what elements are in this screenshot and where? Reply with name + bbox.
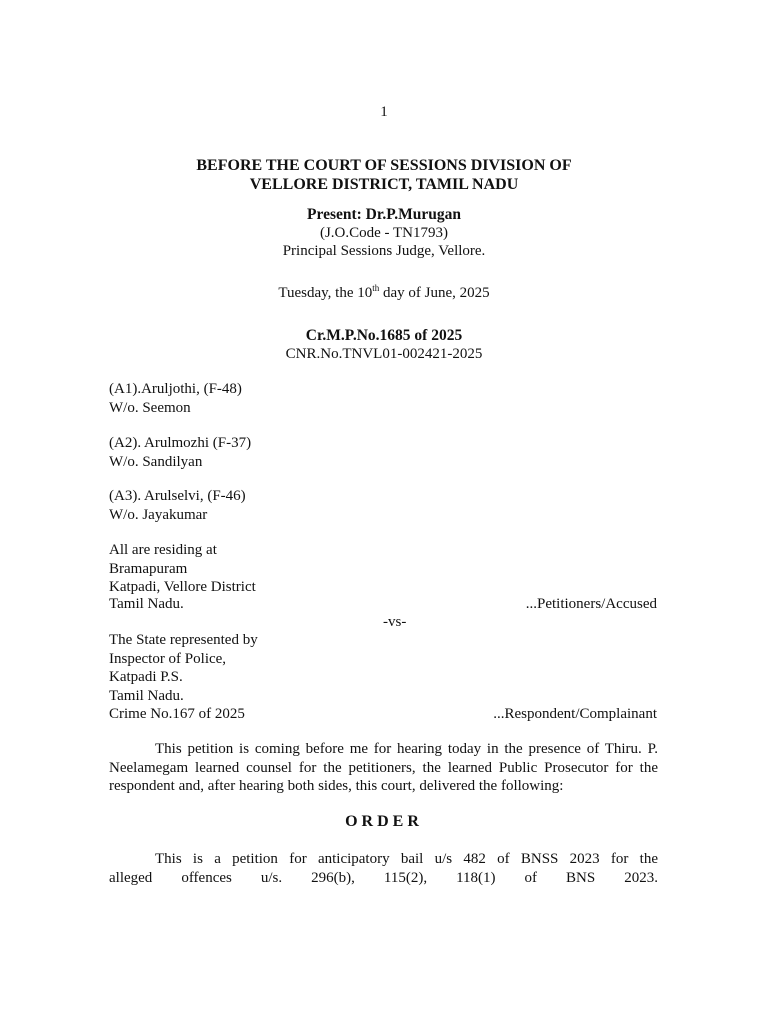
- date-rest: day of June, 2025: [379, 285, 490, 301]
- residence-line: Bramapuram: [109, 560, 188, 577]
- order-heading: [0, 813, 768, 831]
- court-heading-line1: BEFORE THE COURT OF SESSIONS DIVISION OF: [196, 157, 572, 174]
- page-number: 1: [380, 104, 388, 120]
- petitioner-relation: W/o. Seemon: [109, 399, 191, 416]
- petitioner-relation: W/o. Jayakumar: [109, 506, 208, 523]
- respondent-line: Katpadi P.S.: [109, 669, 183, 685]
- petitioner-name: (A2). Arulmozhi (F-37): [109, 435, 252, 451]
- jo-code: (J.O.Code - TN1793): [319, 225, 449, 241]
- versus-label: -vs-: [383, 614, 407, 630]
- judge-designation: Principal Sessions Judge, Vellore.: [282, 243, 486, 259]
- order-paragraph-line1: This is a petition for anticipatory bail u/s 482 of BNSS 2023 for the: [155, 851, 658, 867]
- residence-block: [109, 541, 657, 597]
- order-date: [0, 284, 768, 302]
- intro-paragraph: This petition is coming before me for hearing today in the presence of Thiru. P. Neelamegam learned counsel for the petitioners, the learned Public Prosecutor for the respondent and, after hearing both sides, this court, delivered the following:: [109, 741, 658, 795]
- respondent-role: ...Respondent/Complainant: [493, 706, 657, 722]
- case-number: Cr.M.P.No.1685 of 2025: [305, 327, 463, 344]
- residence-line: All are residing at: [109, 542, 217, 558]
- respondent-line: Tamil Nadu.: [109, 687, 184, 704]
- court-heading-line2: VELLORE DISTRICT, TAMIL NADU: [249, 176, 519, 193]
- crime-number: Crime No.167 of 2025: [109, 706, 245, 722]
- present-judge: Present: Dr.P.Murugan: [307, 206, 461, 223]
- petitioners-role: ...Petitioners/Accused: [525, 596, 657, 612]
- petitioner-a1: [109, 380, 657, 417]
- date-ordinal: th: [372, 283, 380, 293]
- petitioners-role-line: [109, 595, 657, 613]
- petitioner-relation: W/o. Sandilyan: [109, 453, 203, 470]
- order-heading-text: ORDER: [345, 813, 423, 830]
- petitioner-name: (A1).Aruljothi, (F-48): [109, 381, 242, 397]
- petitioner-name: (A3). Arulselvi, (F-46): [109, 488, 246, 504]
- respondent-role-line: [109, 705, 657, 723]
- respondent-line: The State represented by: [109, 632, 258, 648]
- respondent-line: Inspector of Police,: [109, 650, 227, 667]
- residence-state: Tamil Nadu.: [109, 596, 184, 612]
- date-prefix: Tuesday, the 10: [278, 285, 373, 301]
- residence-line: Katpadi, Vellore District: [109, 579, 256, 595]
- cnr-number: CNR.No.TNVL01-002421-2025: [285, 346, 483, 362]
- order-paragraph-line2: alleged offences u/s. 296(b), 115(2), 118(1) of BNS 2023.: [109, 870, 658, 886]
- petitioner-a3: [109, 487, 657, 524]
- respondent-block: [109, 631, 657, 705]
- petitioner-a2: [109, 434, 657, 471]
